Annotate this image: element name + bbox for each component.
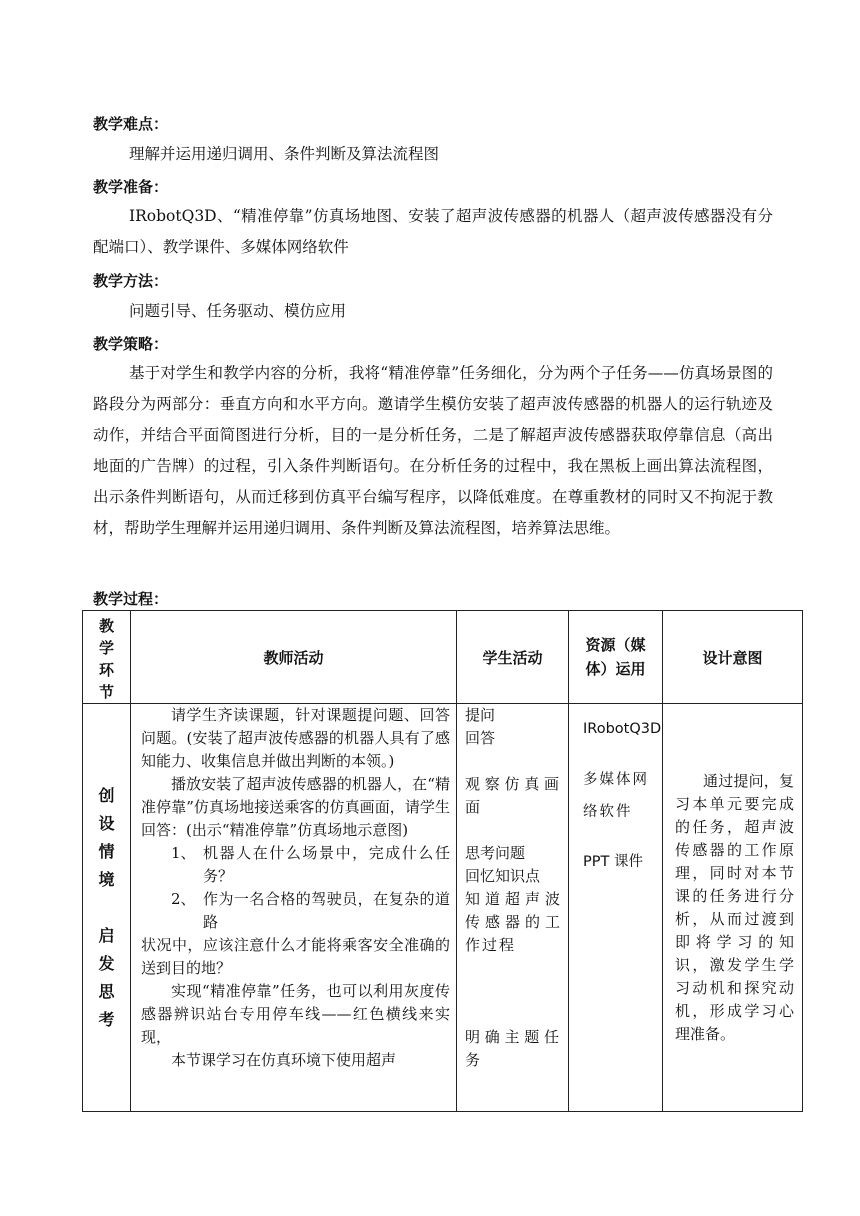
teacher-paragraph: 播放安装了超声波传感器的机器人，在“精准停靠”仿真场地接送乘客的仿真画面，请学生回答：(出示“精准停靠”仿真场地示意图) <box>141 775 450 839</box>
heading-strategy: 教学策略： <box>93 335 169 353</box>
resource-cell <box>569 704 663 1112</box>
stage-char: 思 <box>98 981 115 1001</box>
spacer <box>583 828 656 851</box>
spacer <box>465 957 562 980</box>
header-stage-char: 环 <box>98 661 114 679</box>
stage-char: 境 <box>98 869 115 889</box>
resource-item: 多媒体网络软件 <box>583 772 649 820</box>
teaching-process-table <box>82 610 803 1112</box>
table-row <box>83 704 803 1112</box>
design-intent-cell <box>663 704 803 1112</box>
teacher-paragraph: 本节课学习在仿真环境下使用超声 <box>171 1051 397 1069</box>
spacer <box>465 980 562 1003</box>
student-item: 明确主题任务 <box>465 1028 562 1069</box>
strategy-text: 基于对学生和教学内容的分析，我将“精准停靠”任务细化，分为两个子任务——仿真场景图的路段分为两部分：垂直方向和水平方向。邀请学生模仿安装了超声波传感器的机器人的运行轨迹及动作，并结合平面简图进行分析，目的一是分析任务，二是了解超声波传感器获取停靠信息（高出地面的广告牌）的过程，引入条件判断语句。在分析任务的过程中，我在黑板上画出算法流程图，出示条件判断语句，从而迁移到仿真平台编写程序，以降低难度。在尊重教材的同时又不拘泥于教材，帮助学生理解并运用递归调用、条件判断及算法流程图，培养算法思维。 <box>93 364 773 537</box>
stage-char: 情 <box>98 841 115 861</box>
stage-char: 创 <box>98 785 115 805</box>
resource-item: IRobotQ3D <box>583 721 662 737</box>
stage-cell <box>83 704 131 1112</box>
teacher-question-1 <box>141 842 450 888</box>
stage-char: 考 <box>98 1009 115 1029</box>
heading-difficulty: 教学难点： <box>93 115 169 133</box>
heading-preparation: 教学准备： <box>93 178 169 196</box>
student-item: 思考问题 <box>465 844 526 862</box>
teacher-paragraph: 实现“精准停靠”任务，也可以利用灰度传感器辨识站台专用停车线——红色横线来实现， <box>141 982 450 1046</box>
header-stage <box>83 611 131 704</box>
student-item: 回答 <box>465 729 496 747</box>
spacer <box>465 750 562 773</box>
spacer <box>465 819 562 842</box>
stage-spacer <box>83 894 130 922</box>
question-number: 2、 <box>171 890 196 908</box>
stage-char: 设 <box>98 813 115 833</box>
student-activity-cell <box>457 704 569 1112</box>
header-design: 设计意图 <box>663 611 803 704</box>
header-stage-char: 教 <box>98 617 114 635</box>
header-resource: 资源（媒体）运用 <box>569 611 663 704</box>
teacher-question-2 <box>141 888 450 934</box>
header-student: 学生活动 <box>457 611 569 704</box>
header-stage-char: 节 <box>98 683 114 701</box>
spacer <box>583 741 656 764</box>
student-item: 回忆知识点 <box>465 867 541 885</box>
question-text: 机器人在什么场景中，完成什么任务？ <box>203 844 450 885</box>
question-text: 作为一名合格的驾驶员，在复杂的道路 <box>203 890 450 931</box>
teacher-paragraph: 状况中，应该注意什么才能将乘客安全准确的送到目的地？ <box>141 936 450 977</box>
difficulty-text: 理解并运用递归调用、条件判断及算法流程图 <box>129 145 440 163</box>
teacher-paragraph: 请学生齐读课题，针对课题提问题、回答问题。(安装了超声波传感器的机器人具有了感知能力、收集信息并做出判断的本领。) <box>141 706 450 770</box>
student-item: 观察仿真画面 <box>465 775 562 816</box>
heading-process: 教学过程： <box>93 590 169 608</box>
spacer <box>465 1003 562 1026</box>
question-number: 1、 <box>171 844 196 862</box>
student-item: 知道超声波传感器的工作过程 <box>465 890 562 954</box>
heading-method: 教学方法： <box>93 272 169 290</box>
header-teacher: 教师活动 <box>131 611 457 704</box>
student-item: 提问 <box>465 706 496 724</box>
teacher-activity-cell <box>131 704 457 1112</box>
stage-char: 发 <box>98 953 115 973</box>
method-text: 问题引导、任务驱动、模仿应用 <box>129 302 347 320</box>
design-text: 通过提问，复习本单元要完成的任务，超声波传感器的工作原理，同时对本节课的任务进行分析，从而过渡到即将学习的知识，激发学生学习动机和探究动机，形成学习心理准备。 <box>675 771 794 1043</box>
header-stage-char: 学 <box>98 639 114 657</box>
preparation-text: IRobotQ3D、“精准停靠”仿真场地图、安装了超声波传感器的机器人（超声波传感器没有分配端口）、教学课件、多媒体网络软件 <box>93 207 773 256</box>
resource-item: PPT 课件 <box>583 854 643 870</box>
stage-char: 启 <box>98 925 115 945</box>
table-header-row <box>83 611 803 704</box>
